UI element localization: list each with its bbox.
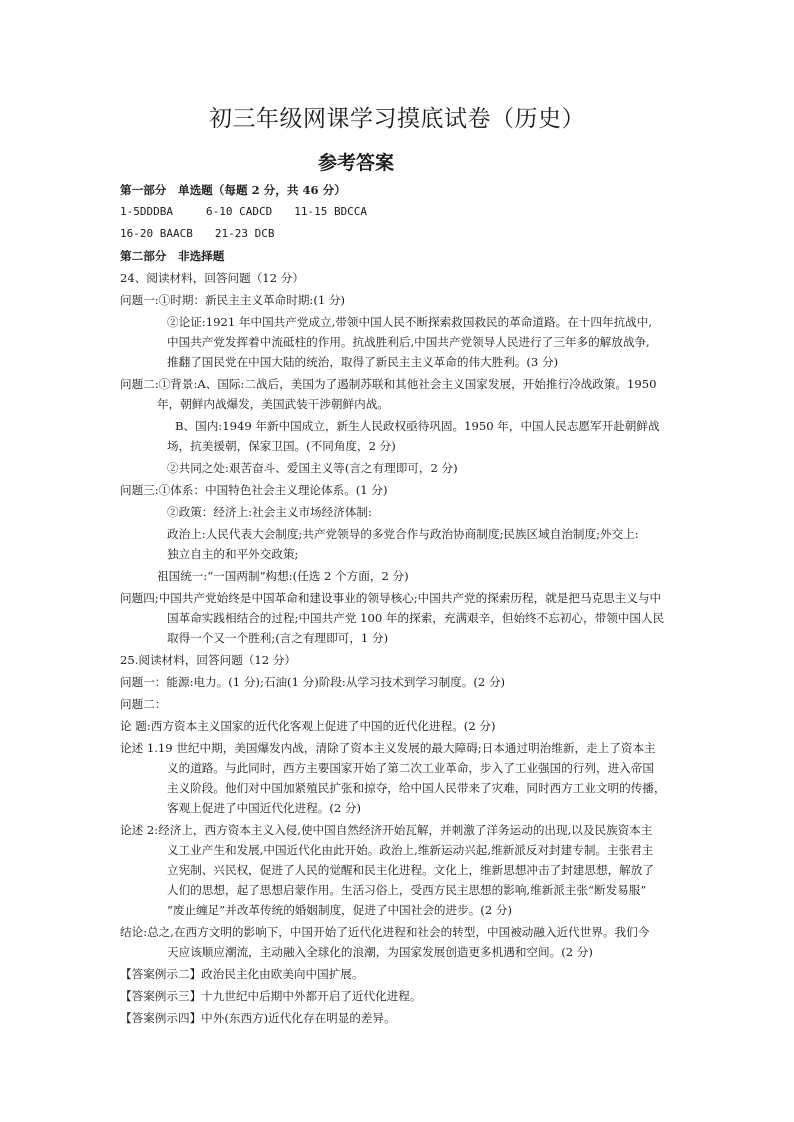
section-heading: 第二部分 非选择题 [120,249,225,263]
answer-line: 论述 1.19 世纪中期，美国爆发内战，清除了资本主义发展的最大障碍;日本通过明治维新，走上了资本主 [120,741,656,755]
question-heading: 25.阅读材料，回答问题（12 分） [120,653,297,667]
answer-example: 【答案例示二】政治民主化由欧美向中国扩展。 [120,967,364,981]
answer-line: ②政策：经济上:社会主义市场经济体制: [167,505,372,519]
answer-line: 祖国统一:“一国两制”构想:(任选 2 个方面，2 分) [157,569,409,583]
answer-line: B、国内:1949 年新中国成立，新生人民政权亟待巩固。1950 年，中国人民志愿军开赴朝鲜战 [175,419,660,433]
answer-line: 问题二:①背景:A、国际:二战后，美国为了遏制苏联和其他社会主义国家发展，开始推行冷战政策。1950 [120,377,657,391]
answer-example: 【答案例示三】十九世纪中后期中外都开启了近代化进程。 [120,989,422,1003]
answer-line: 问题二： [120,697,167,711]
answer-example: 【答案例示四】中外(东西方)近代化存在明显的差异。 [120,1011,396,1025]
answer-line: 政治上:人民代表大会制度;共产党领导的多党合作与政治协商制度;民族区域自治制度;外交上: [167,527,639,541]
answer-line: 问题一：能源:电力。(1 分);石油(1 分)阶段:从学习技术到学习制度。(2 分) [120,675,506,689]
answer-line: 结论:总之,在西方文明的影响下，中国开始了近代化进程和社会的转型，中国被动融入近代世界。我们今 [120,925,650,939]
question-heading: 24、阅读材料，回答问题（12 分） [120,271,304,285]
answer-line: 国革命实践相结合的过程;中国共产党 100 年的探索，充满艰辛，但始终不忘初心，带领中国人民 [167,611,665,625]
answer-line: ②共同之处:艰苦奋斗、爱国主义等(言之有理即可，2 分) [167,461,458,475]
answer-line: 问题四;中国共产党始终是中国革命和建设事业的领导核心;中国共产党的探索历程，就是把马克思主义与中 [120,591,662,605]
answer-line: 取得一个又一个胜利;(言之有理即可，1 分) [167,631,389,645]
answer-line: 1-5DDDBA 6-10 CADCD 11-15 BDCCA [120,205,368,218]
answer-line: 独立自主的和平外交政策; [167,547,299,561]
answer-line: 论 题:西方资本主义国家的近代化客观上促进了中国的近代化进程。(2 分) [120,719,496,733]
page-title: 初三年级网课学习摸底试卷（历史） [209,106,585,132]
section-heading: 第一部分 单选题（每题 2 分，共 46 分） [120,183,346,197]
answer-line: 问题一:①时期：新民主主义革命时期:(1 分) [120,293,346,307]
answer-line: 义的道路。与此同时，西方主要国家开始了第二次工业革命，步入了工业强国的行列，进入帝国 [167,761,654,775]
answer-line: 主义阶段。他们对中国加紧殖民扩张和掠夺，给中国人民带来了灾难，同时西方工业文明的传播， [167,781,666,795]
page-subtitle: 参考答案 [318,152,395,174]
answer-line: 问题三:①体系：中国特色社会主义理论体系。(1 分) [120,483,388,497]
answer-line: 16-20 BAACB 21-23 DCB [120,227,275,240]
answer-line: ②论证:1921 年中国共产党成立,带领中国人民不断探索救国救民的革命道路。在十四年抗战中, [167,315,653,329]
answer-line: 场，抗美援朝，保家卫国。(不同角度，2 分) [167,439,396,453]
answer-line: 天应该顺应潮流，主动融入全球化的浪潮，为国家发展创造更多机遇和空间。(2 分) [167,945,593,959]
answer-line: 人们的思想，起了思想启蒙作用。生活习俗上，受西方民主思想的影响,维新派主张“断发易服” [167,883,647,897]
answer-line: “废止缠足”并改革传统的婚姻制度，促进了中国社会的进步。(2 分) [167,903,512,917]
answer-line: 推翻了国民党在中国大陆的统治，取得了新民主主义革命的伟大胜利。(3 分) [167,355,559,369]
answer-line: 客观上促进了中国近代化进程。(2 分) [167,801,362,815]
answer-line: 义工业产生和发展,中国近代化由此开始。政治上,维新运动兴起,维新派反对封建专制。主张君主 [167,843,654,857]
answer-line: 论述 2:经济上，西方资本主义入侵,使中国自然经济开始瓦解，并刺激了洋务运动的出现,以及民族资本主 [120,823,653,837]
answer-line: 年，朝鲜内战爆发，美国武装干涉朝鲜内战。 [157,397,389,411]
answer-line: 立宪制、兴民权，促进了人民的觉醒和民主化进程。文化上，维新思想冲击了封建思想，解放了 [167,863,654,877]
answer-line: 中国共产党发挥着中流砥柱的作用。抗战胜利后,中国共产党领导人民进行了三年多的解放战争, [167,335,650,349]
